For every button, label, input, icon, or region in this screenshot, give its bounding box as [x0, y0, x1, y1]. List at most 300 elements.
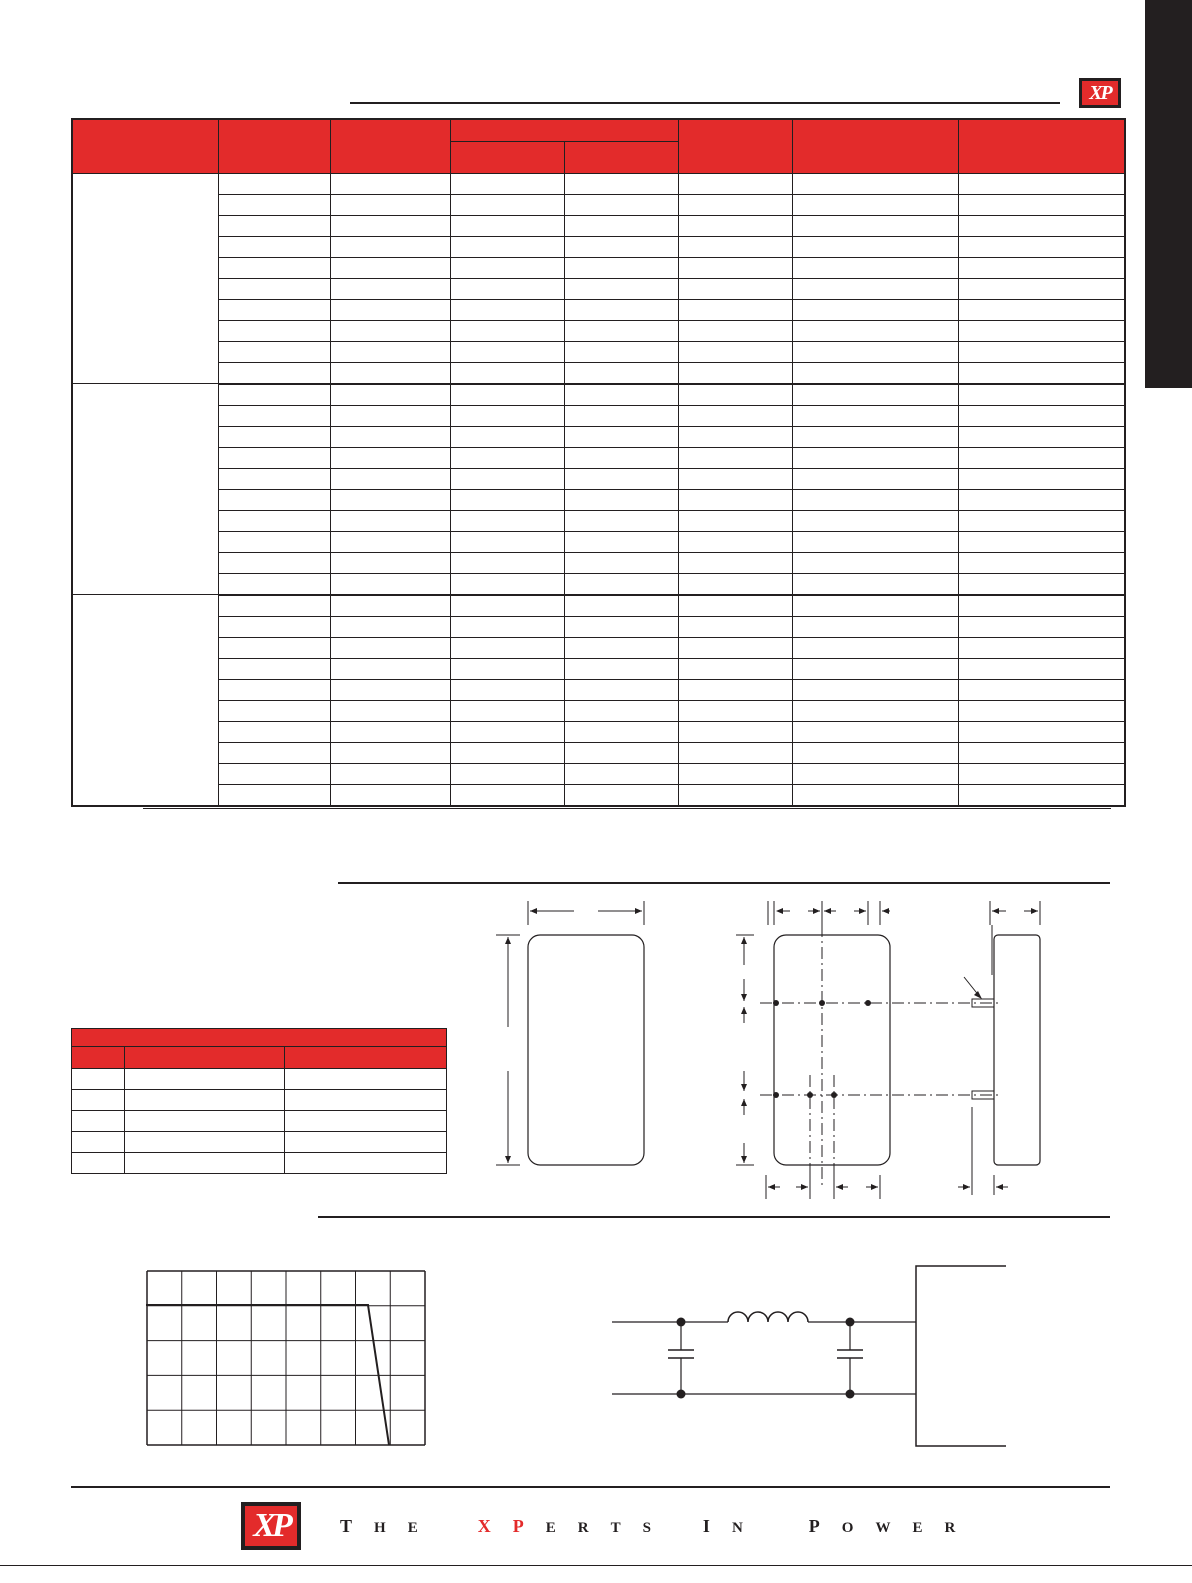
footer-tagline	[340, 1516, 977, 1537]
pin-header-cell	[72, 1047, 125, 1069]
spec-cell	[678, 742, 792, 763]
spec-cell	[330, 405, 450, 426]
spec-row	[72, 194, 1125, 215]
spec-cell	[330, 784, 450, 806]
table-footnote-rule	[143, 808, 1111, 809]
spec-cell	[218, 784, 330, 806]
spec-cell	[218, 278, 330, 299]
spec-cell	[564, 595, 678, 617]
spec-cell	[218, 700, 330, 721]
section-side-tab	[1145, 0, 1192, 388]
spec-cell	[792, 320, 958, 341]
spec-cell	[218, 384, 330, 406]
spec-cell	[678, 341, 792, 362]
spec-cell	[564, 299, 678, 320]
spec-cell	[564, 721, 678, 742]
spec-cell	[792, 700, 958, 721]
spec-cell	[330, 658, 450, 679]
spec-cell	[330, 236, 450, 257]
spec-cell	[678, 679, 792, 700]
tagline-letter: O	[841, 1520, 854, 1536]
spec-cell	[330, 700, 450, 721]
spec-cell	[564, 468, 678, 489]
spec-cell	[792, 405, 958, 426]
capacitor-symbol	[668, 1318, 694, 1399]
spec-cell	[678, 531, 792, 552]
spec-cell	[678, 552, 792, 573]
spec-cell	[450, 616, 564, 637]
spec-cell	[450, 405, 564, 426]
spec-cell	[792, 236, 958, 257]
pin-cell	[72, 1090, 125, 1111]
spec-cell	[564, 447, 678, 468]
spec-row	[72, 573, 1125, 595]
tagline-letter: S	[642, 1520, 651, 1536]
spec-row	[72, 742, 1125, 763]
spec-cell	[678, 299, 792, 320]
spec-cell	[450, 257, 564, 278]
spec-cell	[958, 573, 1125, 595]
pin-cell	[124, 1153, 285, 1174]
spec-cell	[330, 489, 450, 510]
spec-cell	[958, 552, 1125, 573]
spec-cell	[218, 468, 330, 489]
spec-cell	[218, 489, 330, 510]
spec-cell	[450, 489, 564, 510]
spec-cell	[792, 531, 958, 552]
spec-cell	[792, 173, 958, 194]
spec-cell	[678, 278, 792, 299]
spec-cell	[678, 215, 792, 236]
specification-table	[71, 118, 1126, 807]
spec-cell	[958, 489, 1125, 510]
spec-cell	[218, 552, 330, 573]
spec-cell	[218, 658, 330, 679]
spec-cell	[792, 679, 958, 700]
spec-row	[72, 700, 1125, 721]
spec-row	[72, 236, 1125, 257]
spec-cell	[450, 742, 564, 763]
spec-cell	[450, 637, 564, 658]
spec-cell	[678, 763, 792, 784]
spec-cell	[564, 384, 678, 406]
spec-cell	[450, 278, 564, 299]
spec-cell	[330, 742, 450, 763]
spec-cell	[218, 616, 330, 637]
pin-connection-table	[71, 1028, 447, 1174]
spec-cell	[218, 447, 330, 468]
spec-cell	[218, 763, 330, 784]
spec-cell	[218, 573, 330, 595]
pin-table-body	[72, 1069, 447, 1174]
tagline-letter: T	[610, 1520, 621, 1536]
tagline-letter: I	[702, 1516, 710, 1536]
spec-cell	[958, 510, 1125, 531]
spec-cell	[678, 384, 792, 406]
spec-cell	[330, 384, 450, 406]
spec-cell	[330, 299, 450, 320]
spec-cell	[678, 173, 792, 194]
spec-cell	[792, 637, 958, 658]
spec-row	[72, 173, 1125, 194]
pin-cell	[72, 1153, 125, 1174]
spec-row	[72, 510, 1125, 531]
spec-cell	[450, 552, 564, 573]
spec-group-cell	[72, 173, 218, 384]
spec-cell	[450, 236, 564, 257]
spec-cell	[792, 763, 958, 784]
spec-cell	[792, 784, 958, 806]
spec-cell	[792, 721, 958, 742]
spec-cell	[218, 257, 330, 278]
tagline-letter: E	[407, 1520, 418, 1536]
spec-cell	[958, 742, 1125, 763]
spec-header-cell	[958, 119, 1125, 173]
spec-cell	[330, 173, 450, 194]
spec-cell	[792, 595, 958, 617]
spec-cell	[678, 362, 792, 384]
pin-row	[72, 1069, 447, 1090]
pin-row	[72, 1132, 447, 1153]
spec-cell	[218, 236, 330, 257]
tagline-letter: R	[944, 1520, 956, 1536]
spec-cell	[792, 299, 958, 320]
spec-cell	[450, 447, 564, 468]
spec-cell	[678, 489, 792, 510]
spec-cell	[958, 700, 1125, 721]
pin-cell	[124, 1069, 285, 1090]
mechanical-top-view	[490, 895, 660, 1175]
spec-cell	[564, 637, 678, 658]
spec-row	[72, 595, 1125, 617]
spec-subheader-cell	[450, 141, 564, 173]
spec-cell	[564, 531, 678, 552]
spec-cell	[218, 742, 330, 763]
spec-cell	[958, 679, 1125, 700]
spec-cell	[330, 341, 450, 362]
pin-cell	[124, 1111, 285, 1132]
spec-cell	[450, 215, 564, 236]
tagline-letter: P	[512, 1516, 524, 1536]
derating-graph	[146, 1270, 426, 1446]
spec-cell	[678, 405, 792, 426]
spec-cell	[330, 595, 450, 617]
spec-cell	[564, 236, 678, 257]
spec-cell	[564, 320, 678, 341]
spec-header-cell	[330, 119, 450, 173]
spec-cell	[450, 700, 564, 721]
spec-cell	[564, 278, 678, 299]
spec-cell	[958, 721, 1125, 742]
tagline-letter: X	[477, 1516, 491, 1536]
spec-cell	[678, 194, 792, 215]
spec-cell	[218, 595, 330, 617]
spec-cell	[958, 194, 1125, 215]
spec-cell	[218, 721, 330, 742]
tagline-letter: E	[912, 1520, 923, 1536]
spec-row	[72, 784, 1125, 806]
spec-row	[72, 341, 1125, 362]
pin-cell	[124, 1090, 285, 1111]
spec-row	[72, 658, 1125, 679]
mechanical-side-view	[950, 895, 1060, 1215]
spec-cell	[958, 637, 1125, 658]
spec-cell	[564, 405, 678, 426]
converter-block	[916, 1266, 1006, 1446]
spec-cell	[958, 468, 1125, 489]
bottom-edge-rule	[0, 1565, 1192, 1566]
spec-cell	[330, 257, 450, 278]
spec-cell	[792, 658, 958, 679]
spec-cell	[678, 236, 792, 257]
spec-cell	[218, 510, 330, 531]
spec-cell	[678, 658, 792, 679]
spec-cell	[564, 489, 678, 510]
spec-cell	[792, 426, 958, 447]
mechanical-section-rule	[338, 882, 1110, 884]
spec-cell	[218, 320, 330, 341]
spec-cell	[678, 700, 792, 721]
pin-cell	[285, 1111, 447, 1132]
spec-cell	[330, 426, 450, 447]
spec-header-cell	[792, 119, 958, 173]
derating-graph-grid	[147, 1271, 425, 1445]
specification-table-body	[72, 173, 1125, 806]
spec-cell	[450, 362, 564, 384]
spec-cell	[564, 552, 678, 573]
spec-cell	[450, 763, 564, 784]
spec-cell	[564, 510, 678, 531]
spec-row	[72, 552, 1125, 573]
spec-cell	[564, 784, 678, 806]
spec-cell	[218, 362, 330, 384]
spec-cell	[792, 468, 958, 489]
spec-cell	[450, 595, 564, 617]
spec-cell	[564, 215, 678, 236]
spec-cell	[792, 278, 958, 299]
spec-cell	[330, 320, 450, 341]
spec-cell	[330, 721, 450, 742]
spec-cell	[450, 173, 564, 194]
spec-cell	[450, 299, 564, 320]
spec-cell	[330, 552, 450, 573]
spec-cell	[564, 573, 678, 595]
spec-cell	[218, 215, 330, 236]
spec-group-cell	[72, 595, 218, 806]
spec-cell	[792, 573, 958, 595]
spec-cell	[330, 763, 450, 784]
capacitor-symbol	[837, 1318, 863, 1399]
spec-cell	[792, 194, 958, 215]
spec-cell	[958, 341, 1125, 362]
spec-cell	[330, 468, 450, 489]
spec-cell	[792, 447, 958, 468]
spec-cell	[792, 616, 958, 637]
spec-cell	[218, 679, 330, 700]
spec-cell	[958, 384, 1125, 406]
spec-header-cell	[218, 119, 330, 173]
spec-row	[72, 679, 1125, 700]
pin-cell	[285, 1153, 447, 1174]
spec-cell	[958, 257, 1125, 278]
spec-row	[72, 215, 1125, 236]
tagline-letter: P	[808, 1516, 820, 1536]
spec-cell	[678, 320, 792, 341]
pin-header-cell	[285, 1047, 447, 1069]
spec-header-cell	[678, 119, 792, 173]
spec-row	[72, 721, 1125, 742]
spec-cell	[792, 552, 958, 573]
spec-group-cell	[72, 384, 218, 595]
spec-cell	[564, 362, 678, 384]
pin-row	[72, 1090, 447, 1111]
spec-subheader-cell	[564, 141, 678, 173]
spec-cell	[564, 742, 678, 763]
spec-row	[72, 320, 1125, 341]
spec-cell	[450, 384, 564, 406]
spec-cell	[792, 742, 958, 763]
spec-cell	[958, 784, 1125, 806]
spec-cell	[958, 299, 1125, 320]
spec-cell	[564, 616, 678, 637]
spec-cell	[564, 173, 678, 194]
spec-cell	[218, 299, 330, 320]
spec-cell	[792, 362, 958, 384]
pin-cell	[285, 1069, 447, 1090]
spec-cell	[958, 362, 1125, 384]
tagline-letter: N	[731, 1520, 743, 1536]
spec-cell	[330, 447, 450, 468]
spec-cell	[564, 341, 678, 362]
spec-cell	[678, 510, 792, 531]
pin-header-cell	[124, 1047, 285, 1069]
spec-cell	[792, 341, 958, 362]
spec-cell	[678, 426, 792, 447]
spec-row	[72, 637, 1125, 658]
spec-cell	[792, 215, 958, 236]
tagline-letter: R	[577, 1520, 589, 1536]
spec-cell	[330, 215, 450, 236]
pin-cell	[124, 1132, 285, 1153]
spec-row	[72, 405, 1125, 426]
spec-cell	[330, 362, 450, 384]
derating-section-rule	[318, 1216, 1110, 1218]
spec-row	[72, 763, 1125, 784]
spec-cell	[330, 616, 450, 637]
spec-cell	[218, 194, 330, 215]
spec-cell	[330, 194, 450, 215]
spec-cell	[678, 784, 792, 806]
spec-row	[72, 468, 1125, 489]
spec-row	[72, 384, 1125, 406]
spec-cell	[218, 405, 330, 426]
spec-cell	[564, 658, 678, 679]
spec-cell	[678, 616, 792, 637]
footer-logo-text: XP	[245, 1506, 297, 1546]
spec-cell	[792, 489, 958, 510]
pin-cell	[285, 1090, 447, 1111]
header-logo	[1079, 78, 1121, 108]
spec-cell	[218, 173, 330, 194]
mechanical-bottom-view	[730, 895, 910, 1215]
spec-cell	[958, 531, 1125, 552]
pin-cell	[72, 1069, 125, 1090]
spec-row	[72, 362, 1125, 384]
header-logo-text: XP	[1082, 81, 1118, 105]
spec-row	[72, 426, 1125, 447]
spec-cell	[958, 278, 1125, 299]
spec-cell	[564, 257, 678, 278]
spec-cell	[450, 426, 564, 447]
spec-row	[72, 616, 1125, 637]
spec-row	[72, 489, 1125, 510]
pin-cell	[285, 1132, 447, 1153]
pin-row	[72, 1153, 447, 1174]
spec-cell	[792, 384, 958, 406]
tagline-letter: H	[374, 1520, 386, 1536]
tagline-letter: T	[340, 1516, 353, 1536]
spec-cell	[330, 573, 450, 595]
spec-cell	[792, 257, 958, 278]
spec-cell	[678, 573, 792, 595]
spec-cell	[958, 173, 1125, 194]
pin-cell	[72, 1111, 125, 1132]
spec-header-cell-span	[450, 119, 678, 141]
spec-cell	[678, 595, 792, 617]
spec-cell	[450, 320, 564, 341]
spec-cell	[450, 510, 564, 531]
spec-row	[72, 278, 1125, 299]
spec-cell	[958, 215, 1125, 236]
spec-cell	[958, 658, 1125, 679]
spec-cell	[958, 405, 1125, 426]
spec-cell	[958, 320, 1125, 341]
spec-cell	[450, 194, 564, 215]
spec-cell	[678, 721, 792, 742]
header-rule	[350, 102, 1060, 104]
spec-cell	[218, 341, 330, 362]
spec-row	[72, 299, 1125, 320]
spec-cell	[450, 784, 564, 806]
spec-cell	[958, 616, 1125, 637]
footer-rule	[71, 1486, 1110, 1488]
emc-filter-schematic	[610, 1262, 1020, 1452]
spec-cell	[450, 468, 564, 489]
spec-cell	[678, 637, 792, 658]
spec-cell	[450, 573, 564, 595]
spec-cell	[564, 194, 678, 215]
spec-cell	[330, 510, 450, 531]
spec-cell	[792, 510, 958, 531]
pin-row	[72, 1111, 447, 1132]
footer-logo	[241, 1502, 301, 1550]
spec-cell	[958, 763, 1125, 784]
tagline-letter: E	[545, 1520, 556, 1536]
spec-cell	[218, 531, 330, 552]
spec-header-cell	[72, 119, 218, 173]
inductor-symbol	[728, 1312, 808, 1322]
spec-cell	[678, 257, 792, 278]
spec-row	[72, 257, 1125, 278]
spec-cell	[218, 426, 330, 447]
spec-cell	[450, 341, 564, 362]
spec-cell	[330, 531, 450, 552]
tagline-letter: W	[875, 1520, 891, 1536]
spec-cell	[564, 700, 678, 721]
spec-cell	[330, 679, 450, 700]
spec-cell	[958, 426, 1125, 447]
spec-cell	[564, 679, 678, 700]
